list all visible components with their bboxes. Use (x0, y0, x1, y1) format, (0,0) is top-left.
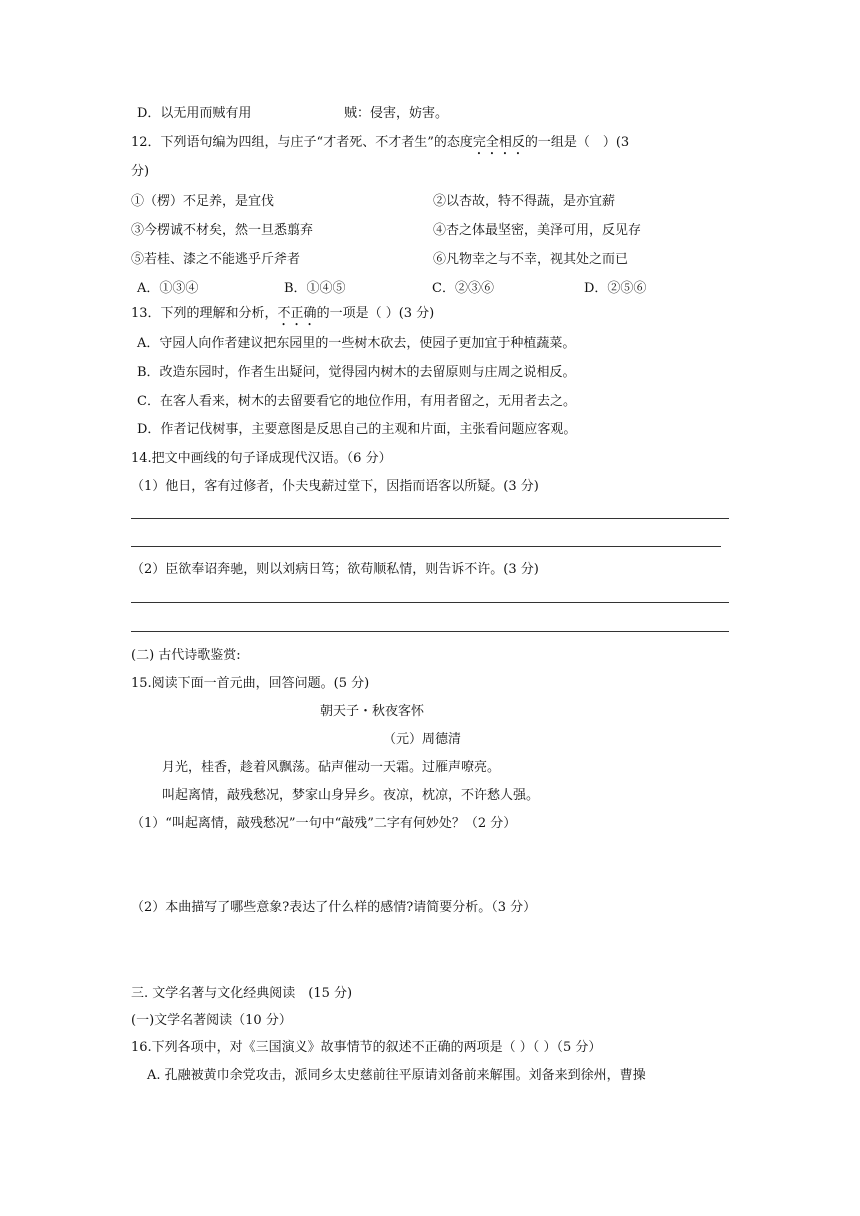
q11-option-d-note: 贼：侵害，妨害。 (344, 106, 449, 121)
q13-option-a: A．守园人向作者建议把东园里的一些树木砍去，使园子更加宜于种植蔬菜。 (137, 336, 576, 351)
q12-stem-emphasis: 完全相反 (472, 135, 525, 150)
q12-stem-part-b: 的一组是（ ）(3 (524, 135, 630, 150)
q12-item-3: ③今楞诚不材矣，然一旦悉翦弃 (131, 223, 314, 238)
q13-stem-part-b: 的一项是（ ）(3 分) (316, 306, 435, 321)
q14-sentence-2: （2）臣欲奉诏奔驰，则以刘病日笃；欲苟顺私情，则告诉不许。(3 分) (131, 562, 539, 577)
answer-line-4 (131, 631, 729, 632)
poem-author: （元）周德清 (383, 732, 462, 747)
answer-line-2 (131, 546, 721, 547)
q12-item-2: ②以杏故，特不得蔬，是亦宜薪 (433, 194, 616, 209)
q11-option-d (137, 105, 251, 123)
q12-stem-part-a: 12．下列语句编为四组，与庄子“才者死、不才者生”的态度 (131, 135, 473, 150)
q12-option-c: C．②③⑥ (432, 281, 494, 296)
q13-stem-emphasis: 不正确 (277, 306, 317, 321)
q13-option-c: C．在客人看来，树木的去留要看它的地位作用，有用者留之，无用者去之。 (137, 394, 576, 409)
q15-subquestion-1: （1）“叫起离情，敲残愁况”一句中“敲残”二字有何妙处？（2 分） (131, 816, 517, 831)
q13-stem-part-a: 13．下列的理解和分析， (131, 306, 278, 321)
q12-option-d: D．②⑤⑥ (584, 281, 647, 296)
q13-option-b: B．改造东园时，作者生出疑问，觉得园内树木的去留原则与庄周之说相反。 (137, 365, 576, 380)
q13-option-d: D．作者记伐树事，主要意图是反思自己的主观和片面，主张看问题应客观。 (137, 422, 577, 437)
q16-stem: 16.下列各项中，对《三国演义》故事情节的叙述不正确的两项是（ ）（ ）（5 分） (131, 1040, 602, 1055)
q12-item-6: ⑥凡物幸之与不幸，视其处之而已 (433, 252, 629, 267)
q16-option-a: A. 孔融被黄巾余党攻击，派同乡太史慈前往平原请刘备前来解围。刘备来到徐州，曹操 (147, 1068, 646, 1083)
q12-item-1: ①（楞）不足养，是宜伐 (131, 194, 275, 209)
literature-subsection-heading: (一)文学名著阅读（10 分） (131, 1013, 292, 1028)
poem-line-1: 月光，桂香，趁着风飘荡。砧声催动一天霜。过雁声嘹亮。 (162, 760, 501, 775)
answer-line-1 (131, 518, 729, 519)
q12-option-b: B．①④⑤ (284, 281, 346, 296)
q12-item-4: ④杏之体最坚密，美泽可用，反见存 (433, 223, 642, 238)
q12-option-a: A．①③④ (137, 281, 199, 296)
q11-option-d-text: D．以无用而贼有用 (137, 106, 252, 121)
poem-title: 朝天子・秋夜客怀 (320, 704, 425, 719)
q12-stem-cont: 分) (131, 164, 150, 179)
poem-line-2: 叫起离情，敲残愁况，梦家山身异乡。夜凉，枕凉，不许愁人强。 (162, 788, 540, 803)
q14-stem: 14.把文中画线的句子译成现代汉语。（6 分） (131, 451, 392, 466)
answer-line-3 (131, 602, 729, 603)
q13-stem (131, 305, 434, 329)
q15-subquestion-2: （2）本曲描写了哪些意象?表达了什么样的感情?请简要分析。（3 分） (131, 900, 537, 915)
q14-sentence-1: （1）他日，客有过修者，仆夫曳薪过堂下，因指而语客以所疑。(3 分) (131, 479, 539, 494)
q15-stem: 15.阅读下面一首元曲，回答问题。(5 分) (131, 676, 370, 691)
section-3-heading: 三. 文学名著与文化经典阅读 (15 分) (131, 986, 353, 1001)
q12-item-5: ⑤若桂、漆之不能逃乎斤斧者 (131, 252, 301, 267)
poetry-section-heading: (二) 古代诗歌鉴赏: (131, 648, 241, 663)
q12-stem (131, 134, 629, 158)
